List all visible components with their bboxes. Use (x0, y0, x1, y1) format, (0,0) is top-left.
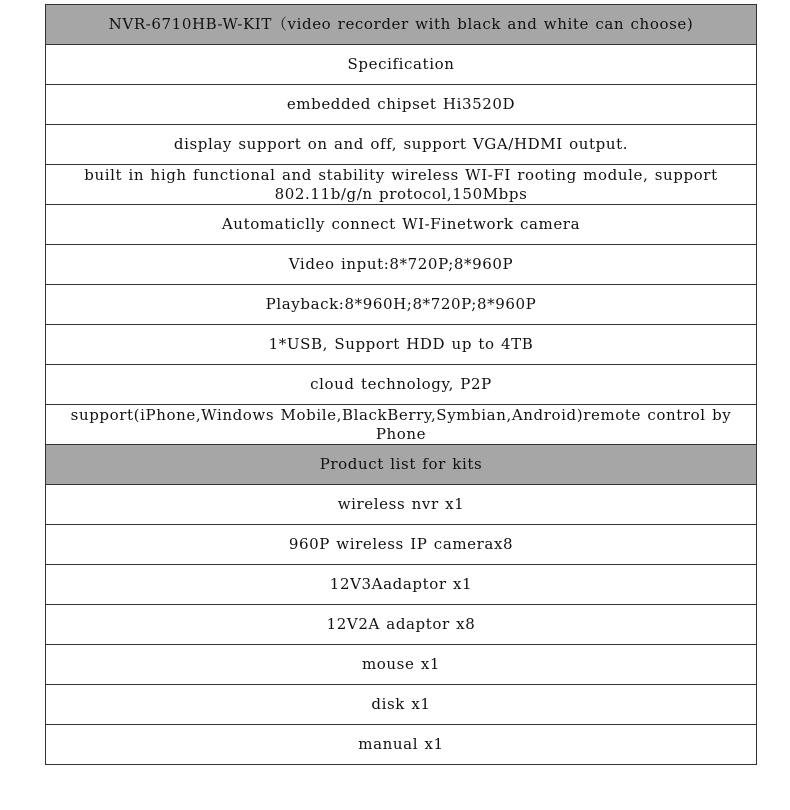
spec-video-input: Video input:8*720P;8*960P (46, 245, 757, 285)
kit-item-nvr: wireless nvr x1 (46, 485, 757, 525)
product-title: NVR-6710HB-W-KIT（video recorder with black and white can choose) (46, 5, 757, 45)
kit-item-mouse: mouse x1 (46, 645, 757, 685)
spec-row (46, 365, 757, 405)
kit-row (46, 685, 757, 725)
kit-heading: Product list for kits (46, 445, 757, 485)
kit-item-adaptor-3a: 12V3Aadaptor x1 (46, 565, 757, 605)
spec-row (46, 405, 757, 445)
spec-row (46, 205, 757, 245)
spec-auto-connect: Automaticlly connect WI-Finetwork camera (46, 205, 757, 245)
kit-row (46, 605, 757, 645)
title-row (46, 5, 757, 45)
spec-usb-hdd: 1*USB, Support HDD up to 4TB (46, 325, 757, 365)
kit-heading-row (46, 445, 757, 485)
spec-playback: Playback:8*960H;8*720P;8*960P (46, 285, 757, 325)
spec-wifi-module: built in high functional and stability wireless WI-FI rooting module, support 802.11b/g/n protocol,150Mbps (46, 165, 757, 205)
spec-row (46, 285, 757, 325)
spec-heading: Specification (46, 45, 757, 85)
spec-row (46, 125, 757, 165)
kit-row (46, 645, 757, 685)
spec-row (46, 325, 757, 365)
spec-heading-row (46, 45, 757, 85)
spec-row (46, 245, 757, 285)
kit-item-camera: 960P wireless IP camerax8 (46, 525, 757, 565)
spec-chipset: embedded chipset Hi3520D (46, 85, 757, 125)
kit-row (46, 525, 757, 565)
spec-row (46, 165, 757, 205)
kit-row (46, 725, 757, 765)
product-spec-table (45, 4, 757, 765)
kit-row (46, 485, 757, 525)
spec-display: display support on and off, support VGA/HDMI output. (46, 125, 757, 165)
kit-item-manual: manual x1 (46, 725, 757, 765)
kit-item-disk: disk x1 (46, 685, 757, 725)
spec-row (46, 85, 757, 125)
kit-row (46, 565, 757, 605)
spec-cloud: cloud technology, P2P (46, 365, 757, 405)
spec-remote-control: support(iPhone,Windows Mobile,BlackBerry,Symbian,Android)remote control by Phone (46, 405, 757, 445)
kit-item-adaptor-2a: 12V2A adaptor x8 (46, 605, 757, 645)
